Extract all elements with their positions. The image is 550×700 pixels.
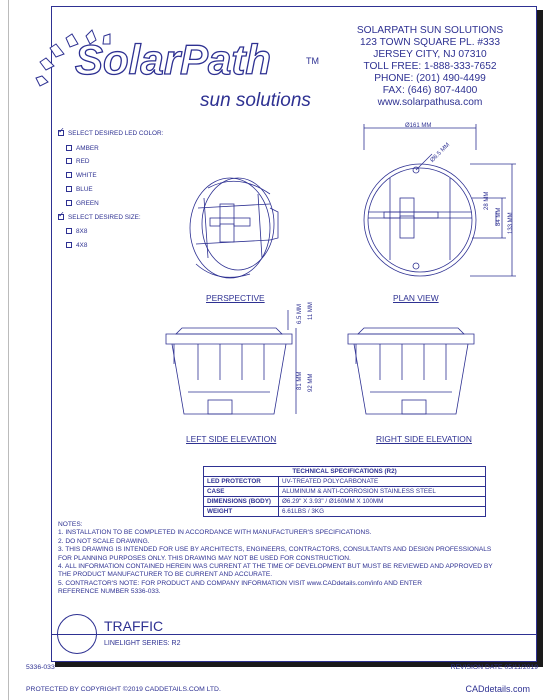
right-elevation-drawing xyxy=(338,300,488,430)
dim-92: 92 MM xyxy=(308,373,314,392)
note-line: 5. CONTRACTOR'S NOTE: FOR PRODUCT AND COMPANY INFORMATION VISIT www.CADdetails.com/info AND ENTER xyxy=(58,579,422,587)
company-line: PHONE: (201) 490-4499 xyxy=(374,73,486,84)
company-line: JERSEY CITY, NJ 07310 xyxy=(373,49,487,60)
dim-11: 11 MM xyxy=(308,302,314,320)
note-line: 3. THIS DRAWING IS INTENDED FOR USE BY ARCHITECTS, ENGINEERS, CONTRACTORS, CONSULTANTS AND DESIGN PROFESSIONALS xyxy=(58,546,492,554)
option-label: GREEN xyxy=(76,200,99,207)
left-elevation-drawing xyxy=(152,300,302,430)
notes-section xyxy=(58,521,493,597)
option-blue[interactable] xyxy=(66,186,93,193)
table-row xyxy=(204,497,486,507)
checkbox[interactable] xyxy=(58,214,64,220)
table-row xyxy=(204,487,486,497)
label-plan-view: PLAN VIEW xyxy=(393,293,439,303)
caddetails-link[interactable]: CADdetails.com xyxy=(465,684,530,694)
note-line: THE PRODUCT MANUFACTURER TO BE CURRENT AND ACCURATE. xyxy=(58,571,273,579)
spec-value: Ø6.29" X 3.93" / Ø160MM X 100MM xyxy=(279,497,486,507)
checkbox[interactable] xyxy=(66,186,72,192)
checkbox[interactable] xyxy=(58,130,64,136)
option-red[interactable] xyxy=(66,158,90,165)
dim-133: 133 MM xyxy=(508,212,514,234)
option-amber[interactable] xyxy=(66,145,99,152)
solarpath-logo xyxy=(0,0,330,120)
checkbox[interactable] xyxy=(66,145,72,151)
note-line: FOR PLANNING PURPOSES ONLY. THIS DRAWING MAY NOT BE USED FOR CONSTRUCTION. xyxy=(58,554,351,562)
spec-title: TECHNICAL SPECIFICATIONS (R2) xyxy=(204,467,486,477)
option-label: AMBER xyxy=(76,145,99,152)
frame-shadow-right xyxy=(537,10,543,666)
dim-28: 28 MM xyxy=(484,191,490,210)
option-8x8[interactable] xyxy=(66,228,87,235)
label-perspective: PERSPECTIVE xyxy=(206,293,265,303)
dim-81: 81 MM xyxy=(297,371,303,390)
label-right-elevation: RIGHT SIDE ELEVATION xyxy=(376,434,472,444)
technical-specifications-table xyxy=(203,466,486,517)
table-row xyxy=(204,477,486,487)
spec-key: DIMENSIONS (BODY) xyxy=(204,497,279,507)
perspective-drawing xyxy=(178,168,288,288)
title-divider xyxy=(51,634,537,635)
logo-trademark: TM xyxy=(306,56,319,66)
company-line: FAX: (646) 807-4400 xyxy=(382,85,478,96)
spec-value: 6.61LBS / 3KG xyxy=(279,507,486,517)
logo-subtitle: sun solutions xyxy=(200,90,311,111)
checkbox[interactable] xyxy=(66,242,72,248)
option-white[interactable] xyxy=(66,172,97,179)
revision-date: REVISION DATE 05/11/2019 xyxy=(450,664,538,671)
drawing-series: LINELIGHT SERIES: R2 xyxy=(104,640,181,647)
drawing-title: TRAFFIC xyxy=(104,618,164,634)
size-header[interactable] xyxy=(58,214,141,221)
option-label: 8X8 xyxy=(76,228,88,235)
dim-6-5: 6.5 MM xyxy=(297,303,303,324)
spec-key: CASE xyxy=(204,487,279,497)
dim-diameter-6-5: Ø6.5 MM xyxy=(429,142,452,164)
company-line: TOLL FREE: 1-888-333-7652 xyxy=(363,61,497,72)
spec-value: ALUMINUM & ANTI-CORROSION STAINLESS STEEL xyxy=(279,487,486,497)
notes-title: NOTES: xyxy=(58,521,83,528)
company-info xyxy=(330,25,530,109)
company-line: 123 TOWN SQUARE PL. #333 xyxy=(359,37,501,48)
option-label: RED xyxy=(76,158,90,165)
spec-key: WEIGHT xyxy=(204,507,279,517)
option-green[interactable] xyxy=(66,200,99,207)
label-left-elevation: LEFT SIDE ELEVATION xyxy=(186,434,277,444)
copyright-notice: PROTECTED BY COPYRIGHT ©2019 CADDETAILS.COM LTD. xyxy=(26,686,221,693)
note-line: 1. INSTALLATION TO BE COMPLETED IN ACCORDANCE WITH MANUFACTURER'S SPECIFICATIONS. xyxy=(58,529,372,537)
spec-key: LED PROTECTOR xyxy=(204,477,279,487)
document-number: 5336-033 xyxy=(26,664,55,671)
size-label: SELECT DESIRED SIZE: xyxy=(68,214,141,221)
option-label: WHITE xyxy=(76,172,97,179)
plan-view-drawing xyxy=(350,120,520,280)
led-color-header[interactable] xyxy=(58,130,163,137)
note-line: 2. DO NOT SCALE DRAWING. xyxy=(58,537,150,545)
checkbox[interactable] xyxy=(66,172,72,178)
note-line: 4. ALL INFORMATION CONTAINED HEREIN WAS CURRENT AT THE TIME OF DEVELOPMENT BUT MUST BE REVIEWED AND APPROVED BY xyxy=(58,563,493,571)
dim-84: 84 MM xyxy=(496,207,502,226)
checkbox[interactable] xyxy=(66,200,72,206)
note-line: REFERENCE NUMBER 5336-033. xyxy=(58,588,161,596)
logo-wordmark: SolarPath xyxy=(75,36,272,83)
option-label: 4X8 xyxy=(76,242,88,249)
option-label: BLUE xyxy=(76,186,93,193)
spec-value: UV-TREATED POLYCARBONATE xyxy=(279,477,486,487)
checkbox[interactable] xyxy=(66,228,72,234)
company-website[interactable]: www.solarpathusa.com xyxy=(377,97,483,108)
checkbox[interactable] xyxy=(66,158,72,164)
table-row xyxy=(204,507,486,517)
option-4x8[interactable] xyxy=(66,242,87,249)
led-color-label: SELECT DESIRED LED COLOR: xyxy=(68,130,164,137)
company-line: SOLARPATH SUN SOLUTIONS xyxy=(356,25,504,36)
dim-diameter-161: Ø161 MM xyxy=(405,123,432,129)
